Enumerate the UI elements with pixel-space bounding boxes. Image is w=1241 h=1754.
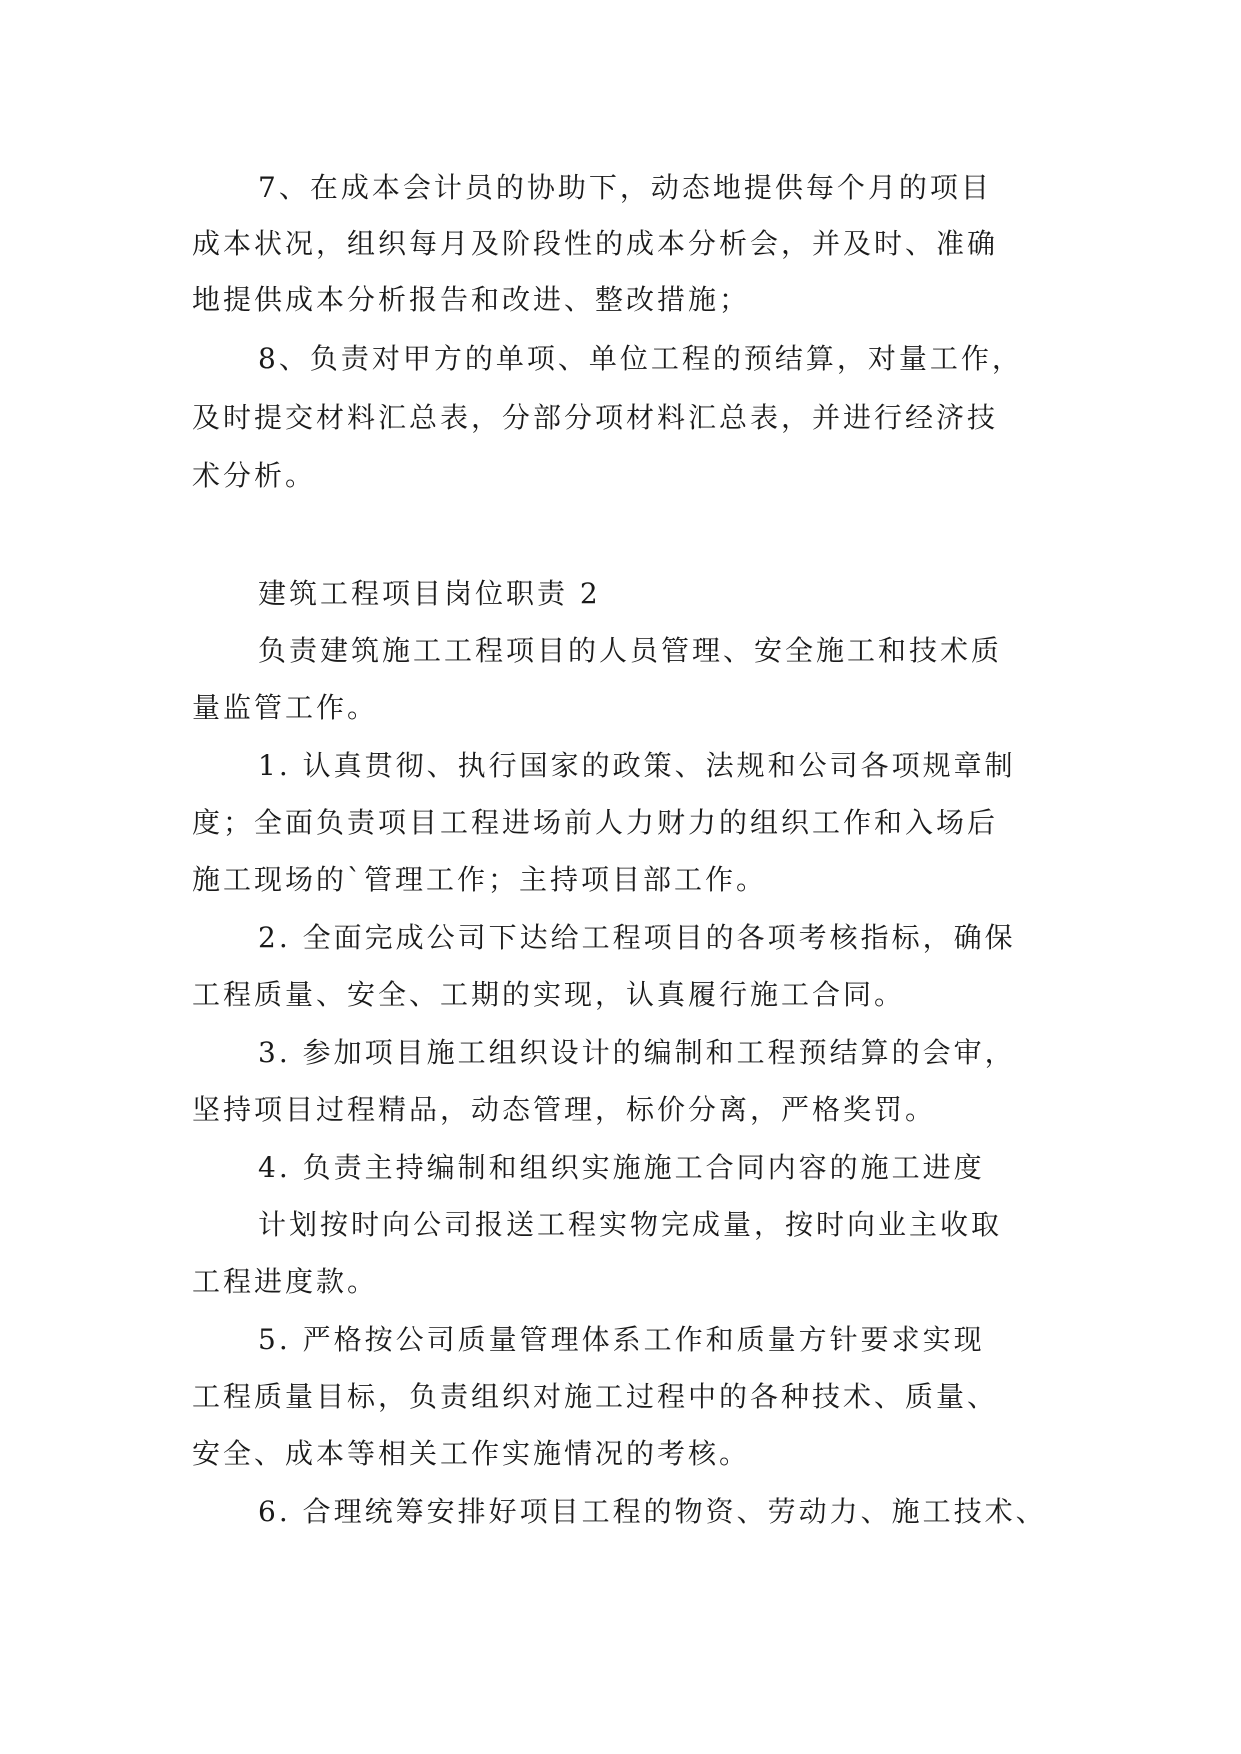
item-3-line-2: 坚持项目过程精品，动态管理，标价分离，严格奖罚。: [192, 1093, 937, 1126]
item-5-line-2: 工程质量目标，负责组织对施工过程中的各种技术、质量、: [192, 1380, 999, 1413]
item-5-line-1: 5. 严格按公司质量管理体系工作和质量方针要求实现: [258, 1323, 985, 1356]
item-5-line-3: 安全、成本等相关工作实施情况的考核。: [192, 1437, 751, 1470]
item-1-line-3: 施工现场的`管理工作；主持项目部工作。: [192, 863, 768, 896]
item-2-line-2: 工程质量、安全、工期的实现，认真履行施工合同。: [192, 978, 906, 1011]
item-6-line-1: 6. 合理统筹安排好项目工程的物资、劳动力、施工技术、: [258, 1495, 1047, 1528]
paragraph-8-line-2: 及时提交材料汇总表，分部分项材料汇总表，并进行经济技: [192, 401, 999, 434]
item-4-line-2: 计划按时向公司报送工程实物完成量，按时向业主收取: [258, 1208, 1003, 1241]
section-heading: 建筑工程项目岗位职责 2: [258, 577, 601, 610]
paragraph-7-line-2: 成本状况，组织每月及阶段性的成本分析会，并及时、准确: [192, 227, 999, 260]
item-4-line-1: 4. 负责主持编制和组织实施施工合同内容的施工进度: [258, 1151, 985, 1184]
item-4-line-3: 工程进度款。: [192, 1265, 379, 1298]
item-2-line-1: 2. 全面完成公司下达给工程项目的各项考核指标，确保: [258, 921, 1016, 954]
item-3-line-1: 3. 参加项目施工组织设计的编制和工程预结算的会审，: [258, 1036, 1016, 1069]
paragraph-8-line-1: 8、负责对甲方的单项、单位工程的预结算，对量工作，: [258, 342, 1023, 375]
paragraph-7-line-3: 地提供成本分析报告和改进、整改措施；: [192, 283, 751, 316]
paragraph-8-line-3: 术分析。: [192, 459, 317, 492]
intro-line-1: 负责建筑施工工程项目的人员管理、安全施工和技术质: [258, 634, 1003, 667]
item-1-line-2: 度；全面负责项目工程进场前人力财力的组织工作和入场后: [192, 806, 999, 839]
item-1-line-1: 1. 认真贯彻、执行国家的政策、法规和公司各项规章制: [258, 749, 1016, 782]
paragraph-7-line-1: 7、在成本会计员的协助下，动态地提供每个月的项目: [258, 171, 992, 204]
intro-line-2: 量监管工作。: [192, 691, 379, 724]
